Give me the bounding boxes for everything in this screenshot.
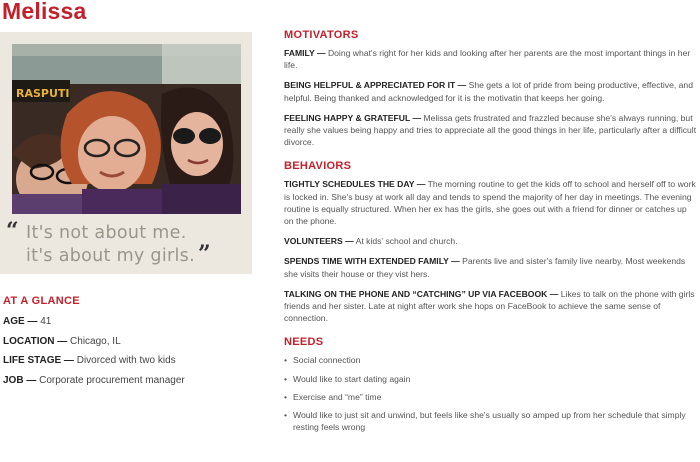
glance-row-life-stage: LIFE STAGE — Divorced with two kids [3,355,176,366]
behavior-item: TALKING ON THE PHONE AND “CATCHING” UP VIA FACEBOOK — Likes to talk on the phone with girls friends and her sister. Late at night after work she hops on FaceBook to achieve the same sense of connection. [284,288,695,324]
motivator-item: BEING HELPFUL & APPRECIATED FOR IT — She gets a lot of pride from being productive, effective, and helpful. Being thanked and acknowledged for it is the motivatin that keeps her going. [284,80,693,103]
needs-list [284,354,698,433]
persona-photo [12,44,241,214]
at-a-glance-section [3,295,253,393]
motivators-section [284,29,698,148]
quote-line-1: It's not about me. [26,223,187,243]
needs-section [284,336,698,433]
needs-list-item: • Would like to start dating again [284,373,698,385]
motivator-item: FEELING HAPPY & GRATEFUL — Melissa gets frustrated and frazzled because she's always running, but really she values being happy and tries to appreciate all the good things in her life, particularly after a difficult divorce. [284,112,697,148]
sign-text: RASPUTI [16,87,70,100]
needs-list-item: • Exercise and “me” time [284,391,698,403]
behavior-item: VOLUNTEERS — At kids' school and church. [284,236,458,247]
behavior-item: TIGHTLY SCHEDULES THE DAY — The morning routine to get the kids off to school and herself off to work is locked in. She's busy at work all day and tends to spend the majority of her day in meetings. The evening routine is equally structured. When her ex has the girls, she goes out with a friend for dinner or catches up on the phone. [284,179,696,227]
glance-row-location: LOCATION — Chicago, IL [3,335,121,347]
photo-illustration [12,44,241,214]
persona-quote [6,218,236,267]
glance-row-job: JOB — Corporate procurement manager [3,374,185,386]
needs-list-item: • Would like to just sit and unwind, but feels like she's usually so amped up from her schedule that simply resting feels wrong [284,409,698,433]
persona-name: Melissa [2,0,87,24]
needs-title: NEEDS [284,336,324,349]
behaviors-section [284,160,698,324]
quote-open-mark: “ [6,218,19,244]
motivators-title: MOTIVATORS [284,29,359,41]
motivator-item: FAMILY — Doing what's right for her kids and looking after her parents are the most important things in her life. [284,48,691,71]
glance-row-age: AGE — 41 [3,316,52,327]
quote-close-mark: ” [197,241,211,267]
persona-details [284,29,698,445]
at-a-glance-title: AT A GLANCE [3,295,80,307]
persona-card [0,32,252,274]
behaviors-title: BEHAVIORS [284,160,352,173]
quote-line-2: it's about my girls. [26,246,195,266]
needs-list-item: • Social connection [284,354,698,366]
behavior-item: SPENDS TIME WITH EXTENDED FAMILY — Parents live and sister's family live nearby. Most weekends she visits their house or they vist hers. [284,256,686,279]
